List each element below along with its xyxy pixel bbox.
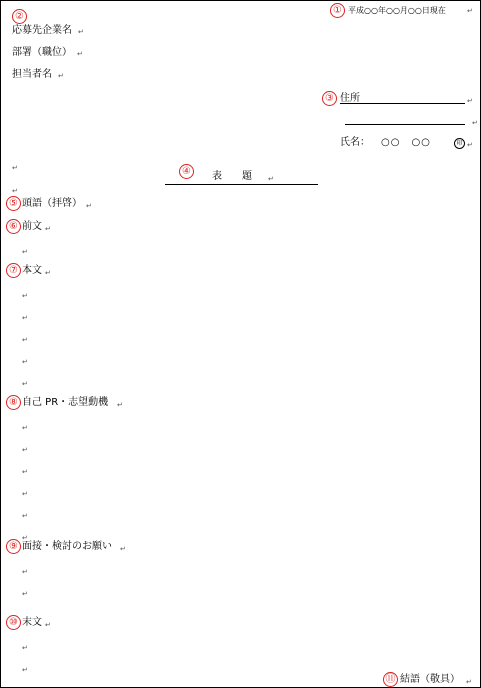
title-underline xyxy=(165,184,318,185)
self-pr-text: 自己 PR・志望動機 xyxy=(22,397,109,408)
paragraph-mark: ↵ xyxy=(22,358,28,366)
paragraph-mark: ↵ xyxy=(78,28,84,36)
closing-phrase: 結語（敬具） xyxy=(400,674,460,685)
paragraph-mark: ↵ xyxy=(120,545,126,553)
marker-4: ④ xyxy=(179,164,194,179)
paragraph-mark: ↵ xyxy=(22,424,28,432)
address-label: 住所 xyxy=(340,93,360,104)
paragraph-mark: ↵ xyxy=(22,568,28,576)
paragraph-mark: ↵ xyxy=(467,7,473,15)
paragraph-mark: ↵ xyxy=(22,314,28,322)
person-name: 担当者名 xyxy=(12,69,52,80)
seal-icon: 印 xyxy=(454,138,465,149)
paragraph-mark: ↵ xyxy=(22,644,28,652)
paragraph-mark: ↵ xyxy=(22,468,28,476)
paragraph-mark: ↵ xyxy=(22,380,28,388)
paragraph-mark: ↵ xyxy=(45,225,51,233)
request-text: 面接・検討のお願い xyxy=(22,541,112,552)
paragraph-mark: ↵ xyxy=(22,336,28,344)
paragraph-mark: ↵ xyxy=(22,248,28,256)
closing-paragraph: 末文 xyxy=(22,617,42,628)
marker-6: ⑥ xyxy=(6,219,21,234)
paragraph-mark: ↵ xyxy=(22,292,28,300)
paragraph-mark: ↵ xyxy=(12,187,18,195)
department-name: 部署（職位） xyxy=(12,47,72,58)
marker-11: ⑪ xyxy=(383,672,398,687)
marker-1: ① xyxy=(330,3,345,18)
date-text: 平成○○年○○月○○日現在 xyxy=(348,6,446,15)
paragraph-mark: ↵ xyxy=(22,446,28,454)
company-name: 応募先企業名 xyxy=(12,25,72,36)
paragraph-mark: ↵ xyxy=(467,141,473,149)
marker-8: ⑧ xyxy=(6,395,21,410)
name-value: ○○ ○○ xyxy=(381,137,431,148)
marker-5: ⑤ xyxy=(6,196,21,211)
marker-2: ② xyxy=(12,9,27,24)
paragraph-mark: ↵ xyxy=(45,269,51,277)
preface-text: 前文 xyxy=(22,221,42,232)
paragraph-mark: ↵ xyxy=(77,50,83,58)
paragraph-mark: ↵ xyxy=(268,175,274,183)
paragraph-mark: ↵ xyxy=(12,164,18,172)
marker-9: ⑨ xyxy=(6,539,21,554)
body-text: 本文 xyxy=(22,265,42,276)
paragraph-mark: ↵ xyxy=(45,621,51,629)
paragraph-mark: ↵ xyxy=(472,119,478,127)
paragraph-mark: ↵ xyxy=(467,97,473,105)
paragraph-mark: ↵ xyxy=(22,534,28,542)
document-title: 表 題 xyxy=(212,171,252,182)
name-label: 氏名： xyxy=(340,137,370,148)
paragraph-mark: ↵ xyxy=(117,401,123,409)
greeting-text: 頭語（拝啓） xyxy=(22,198,82,209)
address-line-2 xyxy=(345,124,465,125)
marker-7: ⑦ xyxy=(6,263,21,278)
paragraph-mark: ↵ xyxy=(58,72,64,80)
paragraph-mark: ↵ xyxy=(466,678,472,686)
paragraph-mark: ↵ xyxy=(22,666,28,674)
marker-3: ③ xyxy=(322,91,337,106)
paragraph-mark: ↵ xyxy=(86,202,92,210)
paragraph-mark: ↵ xyxy=(22,512,28,520)
marker-10: ⑩ xyxy=(6,615,21,630)
address-line xyxy=(340,103,465,104)
paragraph-mark: ↵ xyxy=(22,490,28,498)
paragraph-mark: ↵ xyxy=(22,590,28,598)
